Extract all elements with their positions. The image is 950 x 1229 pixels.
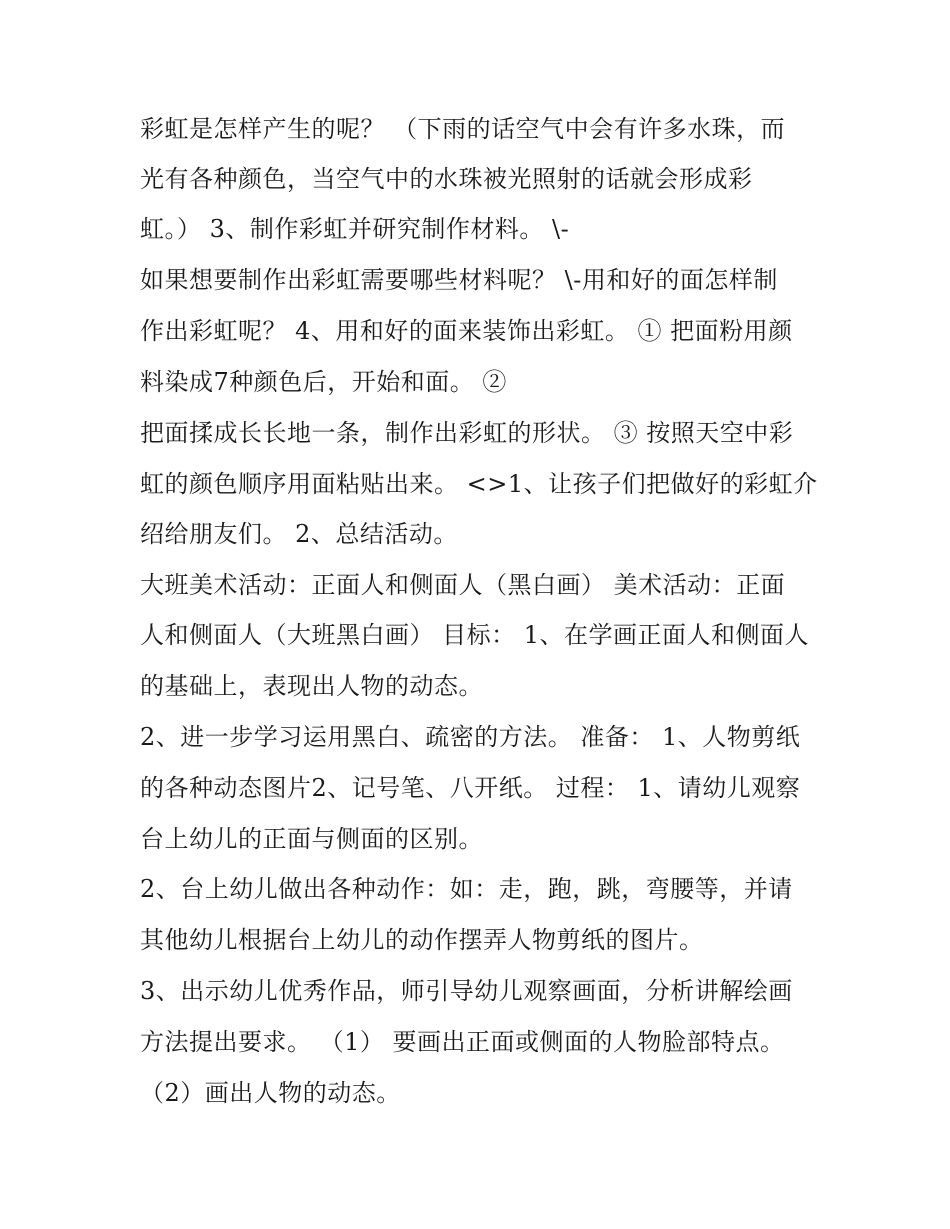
text-line: 台上幼儿的正面与侧面的区别。 [140, 825, 483, 853]
text-line: 2、进一步学习运用黑白、疏密的方法。 准备： 1、人物剪纸 [140, 723, 801, 751]
text-line: 人和侧面人（大班黑白画） 目标： 1、在学画正面人和侧面人 [140, 621, 810, 649]
text-line: 2、台上幼儿做出各种动作：如：走，跑，跳，弯腰等，并请 [140, 875, 793, 903]
text-line: 方法提出要求。 （1） 要画出正面或侧面的人物脸部特点。 [140, 1028, 785, 1056]
text-line: 的基础上，表现出人物的动态。 [140, 672, 483, 700]
text-line: 绍给朋友们。 2、总结活动。 [140, 520, 458, 548]
text-line: 虹的颜色顺序用面粘贴出来。 <>1、让孩子们把做好的彩虹介 [140, 470, 818, 498]
text-line: 作出彩虹呢？ 4、用和好的面来装饰出彩虹。 ① 把面粉用颜 [140, 317, 793, 345]
text-line: 其他幼儿根据台上幼儿的动作摆弄人物剪纸的图片。 [140, 926, 704, 954]
text-line: 料染成7种颜色后，开始和面。 ② [140, 368, 507, 396]
text-line: 3、出示幼儿优秀作品，师引导幼儿观察画面，分析讲解绘画 [140, 977, 793, 1005]
text-line: 彩虹是怎样产生的呢？ （下雨的话空气中会有许多水珠，而 [140, 115, 786, 143]
text-line: 光有各种颜色，当空气中的水珠被光照射的话就会形成彩 [140, 165, 753, 193]
text-line: （2）画出人物的动态。 [140, 1079, 401, 1107]
text-line: 如果想要制作出彩虹需要哪些材料呢？ \-用和好的面怎样制 [140, 266, 778, 294]
text-line: 大班美术活动：正面人和侧面人（黑白画） 美术活动：正面 [140, 571, 786, 599]
text-line: 的各种动态图片2、记号笔、八开纸。 过程： 1、请幼儿观察 [140, 774, 801, 802]
text-line: 虹。） 3、制作彩虹并研究制作材料。 \- [140, 215, 570, 243]
text-line: 把面揉成长长地一条，制作出彩虹的形状。 ③ 按照天空中彩 [140, 419, 794, 447]
